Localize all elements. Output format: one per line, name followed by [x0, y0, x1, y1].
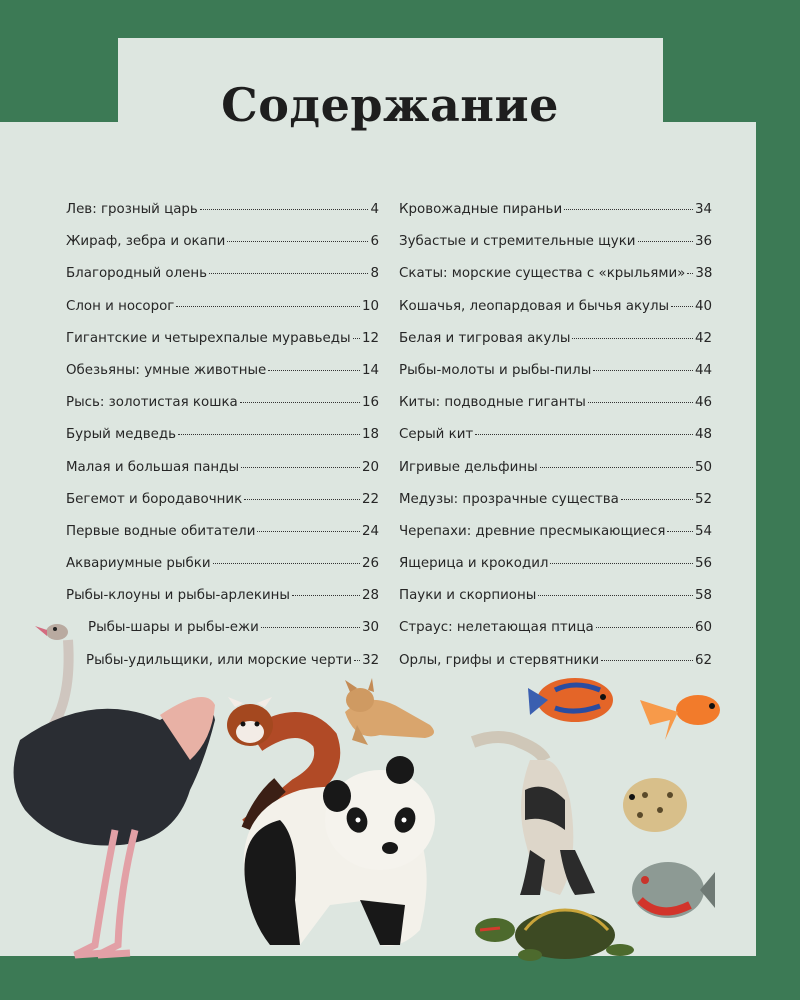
page-title: Содержание — [221, 78, 559, 132]
toc-entry-label: Ящерица и крокодил — [399, 556, 549, 572]
toc-entry-page: 12 — [361, 330, 379, 346]
toc-entry-label: Киты: подводные гиганты — [399, 395, 586, 411]
toc-entry-label: Рыбы-удильщики, или морские черти — [86, 652, 353, 668]
toc-entry-label: Белая и тигровая акулы — [399, 330, 571, 346]
toc-entry-label: Гигантские и четырехпалые муравьеды — [66, 330, 351, 346]
toc-entry-page: 40 — [694, 298, 712, 314]
toc-entry-page: 24 — [361, 523, 379, 539]
toc-entry-label: Кровожадные пираньи — [399, 202, 563, 217]
toc-entry-label: Малая и большая панды — [66, 459, 240, 475]
anteater-illustration — [473, 737, 595, 895]
toc-entry-page: 48 — [694, 427, 712, 443]
toc-entry-label: Рыбы-клоуны и рыбы-арлекины — [66, 588, 290, 604]
toc-entry-label: Рыбы-шары и рыбы-ежи — [88, 620, 259, 636]
lynx-kitten-illustration — [345, 678, 434, 745]
pufferfish-illustration — [623, 778, 687, 832]
toc-entry-page: 8 — [370, 266, 379, 282]
toc-entry-label: Аквариумные рыбки — [66, 556, 211, 572]
toc-entry-page: 38 — [695, 266, 713, 282]
toc-entry-page: 62 — [694, 652, 712, 668]
toc-entry-page: 56 — [694, 556, 712, 572]
toc-entry-label: Бурый медведь — [66, 427, 177, 443]
toc-entry-label: Рысь: золотистая кошка — [66, 395, 238, 411]
toc-entry-page: 10 — [361, 298, 379, 314]
toc-entry-page: 20 — [361, 459, 379, 475]
toc-entry-page: 46 — [694, 395, 712, 411]
toc-entry-label: Пауки и скорпионы — [399, 588, 537, 604]
toc-entry-page: 18 — [361, 427, 379, 443]
toc-entry-label: Серый кит — [399, 427, 474, 443]
toc-entry-label: Благородный олень — [66, 266, 208, 282]
toc-entry-page: 26 — [361, 556, 379, 572]
toc-entry-page: 32 — [362, 652, 380, 668]
toc-entry-page: 22 — [361, 491, 379, 507]
toc-entry-label: Бегемот и бородавочник — [66, 491, 243, 507]
toc-entry-label: Скаты: морские существа с «крыльями» — [399, 266, 686, 282]
goldfish-illustration — [640, 695, 720, 740]
toc-entry-page: 42 — [694, 330, 712, 346]
toc-entry-page: 4 — [370, 202, 379, 217]
toc-entry-page: 14 — [361, 362, 379, 378]
toc-entry-page: 58 — [694, 588, 712, 604]
toc-entry-label: Черепахи: древние пресмыкающиеся — [399, 523, 666, 539]
toc-entry-page: 34 — [694, 202, 712, 217]
toc-entry-label: Кошачья, леопардовая и бычья акулы — [399, 298, 670, 314]
toc-entry-label: Рыбы-молоты и рыбы-пилы — [399, 362, 592, 378]
toc-entry-page: 54 — [694, 523, 712, 539]
toc-entry-page: 50 — [694, 459, 712, 475]
toc-entry-label: Лев: грозный царь — [66, 202, 198, 217]
toc-entry-label: Первые водные обитатели — [66, 523, 256, 539]
toc-entry-label: Слон и носорог — [66, 298, 175, 314]
piranha-illustration — [632, 862, 715, 918]
toc-entry-page: 60 — [694, 620, 712, 636]
toc-entry-page: 28 — [361, 588, 379, 604]
toc-entry-page: 44 — [694, 362, 712, 378]
toc-entry-label: Игривые дельфины — [399, 459, 538, 475]
toc-entry-page: 52 — [694, 491, 712, 507]
toc-entry-page: 6 — [370, 234, 379, 250]
toc-entry-label: Орлы, грифы и стервятники — [399, 652, 600, 668]
toc-entry-label: Жираф, зебра и окапи — [66, 234, 226, 250]
toc-entry-label: Зубастые и стремительные щуки — [399, 234, 636, 250]
turtle-illustration — [475, 910, 634, 961]
toc-entry-page: 16 — [361, 395, 379, 411]
toc-entry-label: Страус: нелетающая птица — [399, 620, 594, 636]
toc-entry-page: 30 — [361, 620, 379, 636]
toc-entry-label: Обезьяны: умные животные — [66, 362, 267, 378]
tropical-fish-illustration — [528, 678, 613, 722]
ostrich-illustration — [14, 624, 215, 955]
toc-entry-page: 36 — [694, 234, 712, 250]
toc-entry-label: Медузы: прозрачные существа — [399, 491, 619, 507]
